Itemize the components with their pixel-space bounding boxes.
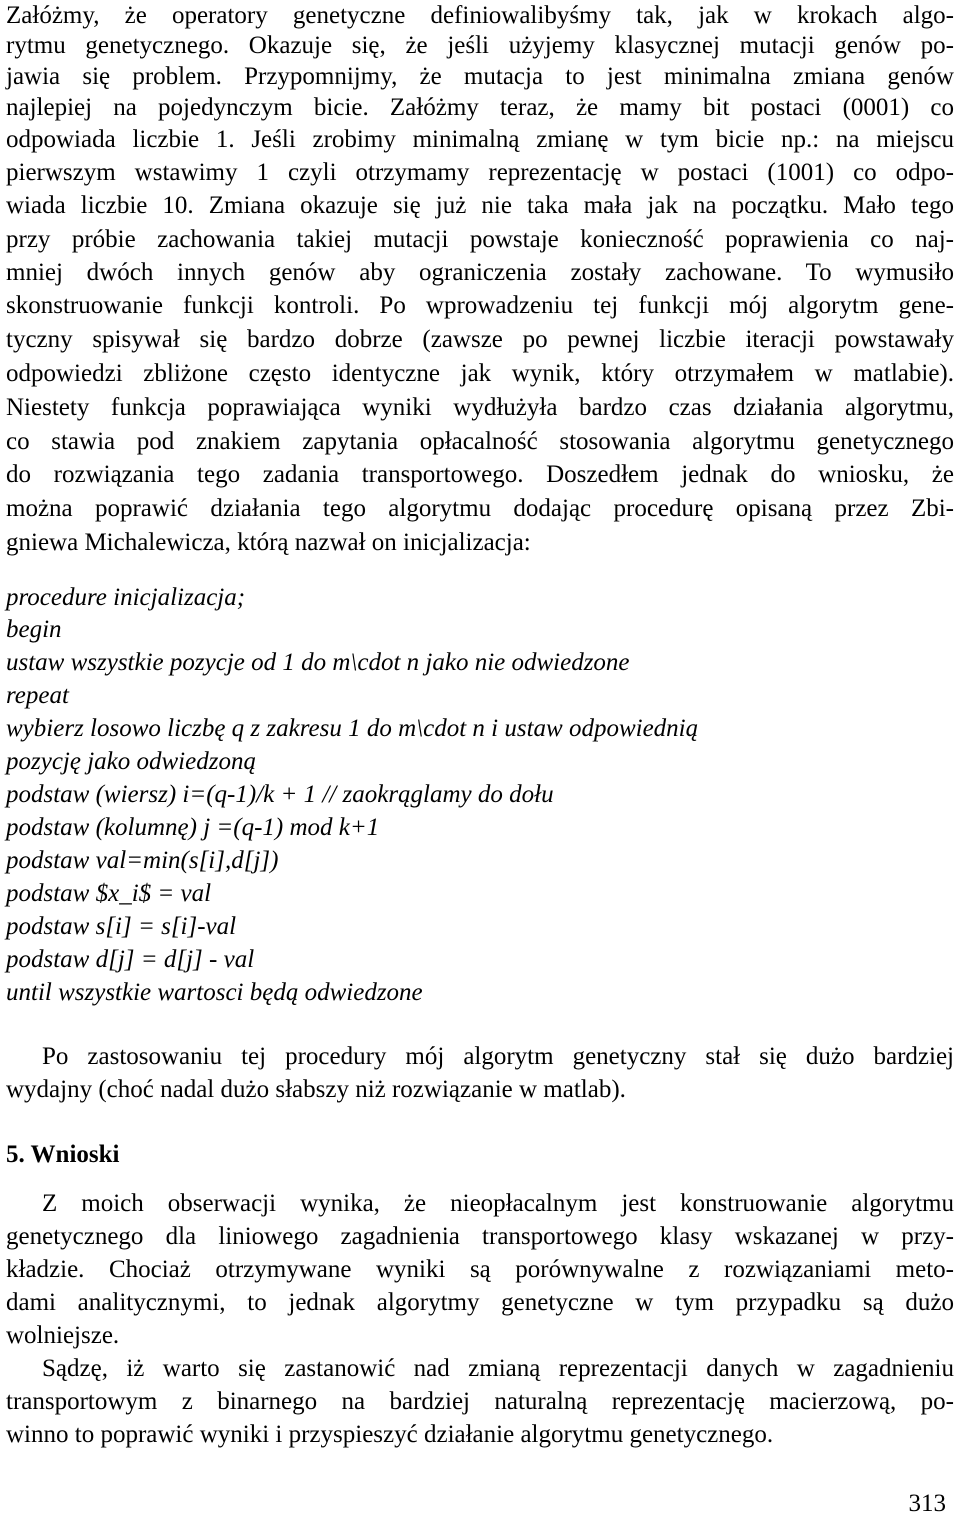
- text-line: najlepiej na pojedynczym bicie. Załóżmy teraz, że mamy bit postaci (0001) co: [6, 94, 954, 121]
- text-line: Sądzę, iż warto się zastanowić nad zmianą reprezentacji danych w zagadnieniu: [42, 1355, 954, 1382]
- text-line: mniej dwóch innych genów aby ograniczenia zostały zachowane. To wymusiło: [6, 259, 954, 286]
- text-line: gniewa Michalewicza, którą nazwał on inicjalizacja:: [6, 529, 531, 556]
- page-number: 313: [908, 1490, 946, 1517]
- code-line: wybierz losowo liczbę q z zakresu 1 do m\cdot n i ustaw odpowiednią: [6, 715, 699, 742]
- text-line: kładzie. Chociaż otrzymywane wyniki są porównywalne z rozwiązaniami meto-: [6, 1256, 954, 1283]
- text-line: odpowiedzi zbliżone często identyczne jak wynik, który otrzymałem w matlabie).: [6, 360, 954, 387]
- text-line: Po zastosowaniu tej procedury mój algorytm genetyczny stał się dużo bardziej: [42, 1043, 954, 1070]
- text-line: Załóżmy, że operatory genetyczne definiowalibyśmy tak, jak w krokach algo-: [6, 2, 954, 29]
- text-line: Z moich obserwacji wynika, że nieopłacalnym jest konstruowanie algorytmu: [42, 1190, 954, 1217]
- text-line: dami analitycznymi, to jednak algorytmy genetyczne w tym przypadku są dużo: [6, 1289, 954, 1316]
- text-line: winno to poprawić wyniki i przyspieszyć działanie algorytmu genetycznego.: [6, 1421, 774, 1448]
- code-line: podstaw val=min(s[i],d[j]): [6, 847, 279, 874]
- section-heading: 5. Wnioski: [6, 1141, 120, 1168]
- text-line: do rozwiązania tego zadania transportowego. Doszedłem jednak do wniosku, że: [6, 461, 954, 488]
- text-line: wydajny (choć nadal dużo słabszy niż rozwiązanie w matlab).: [6, 1076, 626, 1103]
- text-line: tyczny spisywał się bardzo dobrze (zawsze po pewnej liczbie iteracji powstawały: [6, 326, 954, 353]
- code-line: podstaw d[j] = d[j] - val: [6, 946, 255, 973]
- text-line: co stawia pod znakiem zapytania opłacalność stosowania algorytmu genetycznego: [6, 428, 954, 455]
- code-line: procedure inicjalizacja;: [6, 584, 246, 611]
- code-line: until wszystkie wartosci będą odwiedzone: [6, 979, 423, 1006]
- code-line: pozycję jako odwiedzoną: [6, 748, 256, 775]
- code-line: begin: [6, 616, 62, 643]
- code-line: podstaw s[i] = s[i]-val: [6, 913, 237, 940]
- text-line: przy próbie zachowania takiej mutacji powstaje konieczność poprawienia co naj-: [6, 226, 954, 253]
- text-line: genetycznego dla liniowego zagadnienia transportowego klasy wskazanej w przy-: [6, 1223, 954, 1250]
- code-line: podstaw (wiersz) i=(q-1)/k + 1 // zaokrąglamy do dołu: [6, 781, 554, 808]
- text-line: skonstruowanie funkcji kontroli. Po wprowadzeniu tej funkcji mój algorytm gene-: [6, 292, 954, 319]
- text-line: pierwszym wstawimy 1 czyli otrzymamy reprezentację w postaci (1001) co odpo-: [6, 159, 954, 186]
- code-line: repeat: [6, 682, 69, 709]
- text-line: wolniejsze.: [6, 1322, 120, 1349]
- text-line: można poprawić działania tego algorytmu dodając procedurę opisaną przez Zbi-: [6, 495, 954, 522]
- text-line: wiada liczbie 10. Zmiana okazuje się już nie taka mała jak na początku. Mało tego: [6, 192, 954, 219]
- code-line: podstaw (kolumnę) j =(q-1) mod k+1: [6, 814, 380, 841]
- text-line: Niestety funkcja poprawiająca wyniki wydłużyła bardzo czas działania algorytmu,: [6, 394, 954, 421]
- code-line: podstaw $x_i$ = val: [6, 880, 212, 907]
- text-line: transportowym z binarnego na bardziej naturalną reprezentację macierzową, po-: [6, 1388, 954, 1415]
- text-line: odpowiada liczbie 1. Jeśli zrobimy minimalną zmianę w tym bicie np.: na miejscu: [6, 126, 954, 153]
- text-line: jawia się problem. Przypomnijmy, że mutacja to jest minimalna zmiana genów: [6, 63, 954, 90]
- code-line: ustaw wszystkie pozycje od 1 do m\cdot n jako nie odwiedzone: [6, 649, 630, 676]
- text-line: rytmu genetycznego. Okazuje się, że jeśli użyjemy klasycznej mutacji genów po-: [6, 32, 954, 59]
